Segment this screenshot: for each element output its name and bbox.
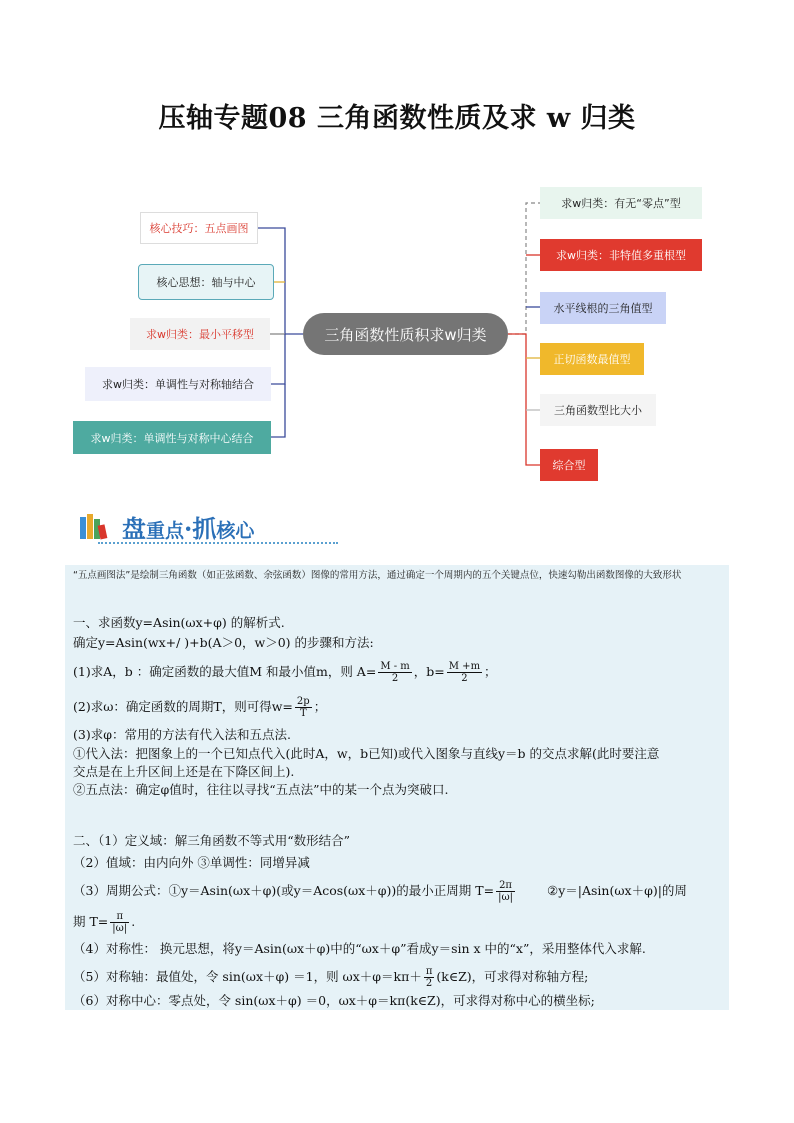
page-title: 压轴专题08 三角函数性质及求 w 归类 (158, 103, 636, 134)
text-line: 二、（1）定义域：解三角函数不等式用“数形结合” (73, 833, 350, 848)
section-banner (78, 505, 328, 547)
banner-underline (98, 542, 338, 544)
banner-char: 抓 (192, 514, 217, 543)
banner-char: 重点 (146, 520, 185, 542)
numerator: π (110, 911, 129, 923)
text-span: ，b= (413, 664, 445, 679)
text-line: 确定y=Asin(wx+/ )+b(A＞0，w＞0) 的步骤和方法: (73, 635, 374, 650)
node-label: 求w归类：单调性与对称轴结合 (102, 378, 254, 391)
denominator: |ω| (498, 892, 513, 903)
numerator: π (425, 966, 433, 977)
text-span: . (131, 914, 136, 929)
denominator: T (299, 708, 307, 719)
fraction (447, 661, 482, 684)
text-span: ②y＝|Asin(ωx＋φ)|的周 (546, 883, 687, 898)
left-node-five-point (140, 212, 258, 244)
text-span: ； (484, 664, 497, 679)
text-span: (1)求A，b ：确定函数的最大值M 和最小值m，则 A= (73, 664, 377, 679)
fraction (496, 880, 515, 903)
text-line (73, 661, 723, 684)
text-span: 期 T= (73, 914, 109, 929)
denominator: |ω| (112, 923, 128, 934)
right-node-comprehensive (540, 449, 598, 481)
mind-map-center: 三角函数性质积求w归类 (303, 313, 508, 355)
node-label: 求w归类：最小平移型 (146, 328, 254, 341)
right-node-tangent-max (540, 343, 644, 375)
fraction (295, 696, 312, 719)
node-label: 核心技巧：五点画图 (149, 222, 249, 235)
right-node-multi-root (540, 239, 702, 271)
text-line: 交点是在上升区间上还是在下降区间上). (73, 764, 295, 779)
books-icon (78, 511, 108, 541)
right-node-compare (540, 394, 656, 426)
fraction (424, 966, 435, 989)
banner-char: · (184, 514, 193, 543)
node-label: 求w归类：有无“零点”型 (561, 197, 681, 210)
text-line: ②五点法：确定φ值时，往往以寻找“五点法”中的某一个点为突破口. (73, 782, 449, 797)
left-node-axis-center (138, 264, 274, 300)
node-label: 三角函数型比大小 (554, 404, 642, 417)
text-span: (k∈Z)，可求得对称轴方程; (436, 969, 589, 984)
text-line: （6）对称中心：零点处，令 sin(ωx＋φ) ＝0，ωx＋φ＝kπ(k∈Z)，可求得对称中心的横坐标; (73, 993, 595, 1008)
numerator: 2p (296, 696, 310, 707)
text-line: (3)求φ：常用的方法有代入法和五点法. (73, 727, 291, 742)
fraction (378, 661, 411, 684)
text-line (73, 911, 723, 934)
banner-char: 核心 (216, 520, 255, 542)
right-node-horizontal-root (540, 292, 666, 324)
text-span: （3）周期公式：①y＝Asin(ωx＋φ)(或y＝Acos(ωx＋φ))的最小正周期 T= (73, 883, 495, 898)
intro-text: “五点画图法”是绘制三角函数（如正弦函数、余弦函数）图像的常用方法，通过确定一个周期内的五个关键点位，快速勾勒出函数图像的大致形状 (73, 570, 682, 581)
right-node-zero-point (540, 187, 702, 219)
banner-text (122, 509, 254, 544)
fraction (110, 911, 129, 934)
denominator: 2 (461, 673, 468, 684)
node-label: 求w归类：单调性与对称中心结合 (90, 431, 254, 445)
node-label: 求w归类：非特值多重根型 (556, 249, 686, 262)
text-span: (2)求ω：确定函数的周期T，则可得w= (73, 699, 293, 714)
content-block (65, 565, 729, 1010)
node-label: 核心思想：轴与中心 (156, 276, 256, 289)
denominator: 2 (391, 673, 399, 684)
node-label: 综合型 (552, 459, 586, 472)
text-line: 一、求函数y=Asin(ωx+φ) 的解析式. (73, 615, 285, 630)
denominator: 2 (425, 978, 433, 989)
text-line: ①代入法：把图象上的一个已知点代入(此时A，w，b已知)或代入图象与直线y＝b 的交点求解(此时要注意 (73, 746, 660, 761)
left-node-monotone-axis (85, 367, 271, 401)
left-node-monotone-center (73, 421, 271, 454)
text-span: ； (313, 699, 327, 714)
banner-char: 盘 (122, 514, 146, 543)
numerator: M +m (448, 661, 481, 672)
text-line (73, 696, 723, 719)
text-line (73, 880, 723, 903)
text-line: （4）对称性： 换元思想，将y＝Asin(ωx＋φ)中的“ωx＋φ”看成y＝sin x 中的“x”，采用整体代入求解. (73, 941, 646, 956)
mind-map (0, 0, 794, 500)
text-line (73, 966, 723, 989)
node-label: 正切函数最值型 (553, 353, 631, 366)
numerator: 2π (496, 880, 515, 892)
left-node-min-shift (130, 318, 270, 350)
text-line: （2）值域：由内向外 ③单调性：同增异减 (73, 855, 310, 870)
text-span: （5）对称轴：最值处，令 sin(ωx＋φ) ＝1，则 ωx＋φ＝kπ＋ (73, 969, 422, 984)
numerator: M - m (380, 661, 410, 672)
node-label: 水平线根的三角值型 (553, 302, 653, 315)
